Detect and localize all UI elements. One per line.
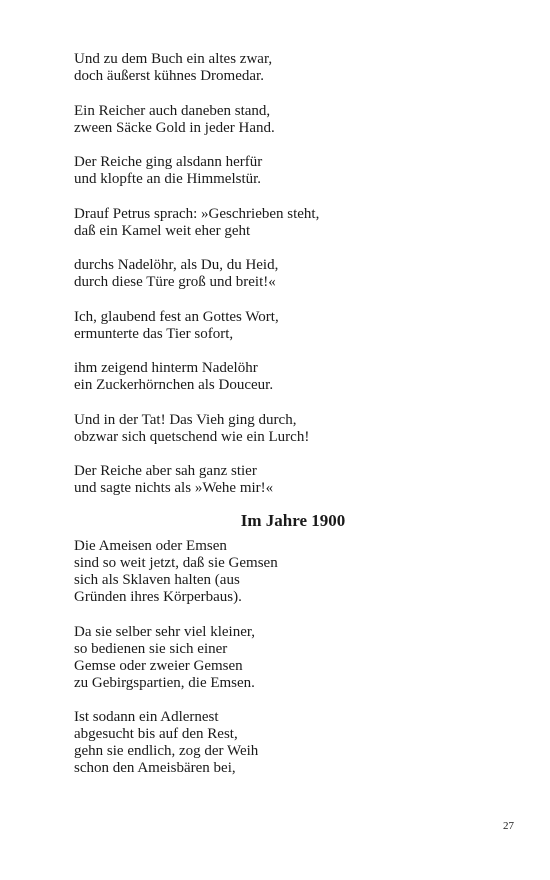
verse-line: und klopfte an die Himmelstür.	[74, 171, 262, 187]
verse-line: Drauf Petrus sprach: »Geschrieben steht,	[74, 205, 320, 222]
stanza	[74, 709, 494, 777]
verse-line: Ich, glaubend fest an Gottes Wort,	[74, 308, 279, 325]
stanza	[74, 309, 494, 343]
stanza	[74, 103, 494, 137]
verse-line: so bedienen sie sich einer	[74, 640, 228, 657]
verse-line: Der Reiche ging alsdann herfür	[74, 154, 263, 170]
verse-line: ihm zeigend hinterm Nadelöhr	[74, 360, 258, 376]
verse-line: abgesucht bis auf den Rest,	[74, 726, 238, 742]
poem-title: Im Jahre 1900	[240, 511, 346, 530]
verse-line: obzwar sich quetschend wie ein Lurch!	[74, 428, 310, 445]
stanza	[74, 538, 494, 606]
verse-line: Und in der Tat! Das Vieh ging durch,	[74, 411, 297, 428]
verse-line: Der Reiche aber sah ganz stier	[74, 463, 257, 479]
verse-line: durchs Nadelöhr, als Du, du Heid,	[74, 257, 279, 273]
stanza	[74, 257, 494, 291]
stanza	[74, 51, 494, 85]
verse-line: daß ein Kamel weit eher geht	[74, 222, 251, 239]
verse-line: durch diese Türe groß und breit!«	[74, 274, 276, 290]
verse-line: Da sie selber sehr viel kleiner,	[74, 623, 255, 640]
page-number: 27	[503, 820, 514, 832]
stanza	[74, 360, 494, 394]
verse-line: Gemse oder zweier Gemsen	[74, 657, 243, 674]
stanza	[74, 206, 494, 240]
verse-line: zu Gebirgspartien, die Emsen.	[74, 674, 255, 691]
stanza	[74, 412, 494, 446]
stanza	[74, 624, 494, 692]
verse-line: sind so weit jetzt, daß sie Gemsen	[74, 555, 278, 571]
stanza	[74, 154, 494, 188]
poem-im-jahre-1900	[74, 538, 494, 795]
verse-line: Ist sodann ein Adlernest	[74, 709, 219, 725]
verse-line: Ein Reicher auch daneben stand,	[74, 102, 271, 119]
verse-line: gehn sie endlich, zog der Weih	[74, 743, 259, 759]
poem-continued	[74, 51, 494, 515]
verse-line: Und zu dem Buch ein altes zwar,	[74, 51, 273, 67]
verse-line: und sagte nichts als »Wehe mir!«	[74, 480, 274, 496]
stanza	[74, 463, 494, 497]
verse-line: ein Zuckerhörnchen als Douceur.	[74, 377, 274, 393]
verse-line: schon den Ameisbären bei,	[74, 760, 236, 776]
verse-line: doch äußerst kühnes Dromedar.	[74, 68, 264, 84]
verse-line: ermunterte das Tier sofort,	[74, 325, 234, 342]
verse-line: zween Säcke Gold in jeder Hand.	[74, 119, 275, 136]
verse-line: Gründen ihres Körperbaus).	[74, 589, 242, 605]
verse-line: Die Ameisen oder Emsen	[74, 538, 227, 554]
verse-line: sich als Sklaven halten (aus	[74, 572, 240, 588]
